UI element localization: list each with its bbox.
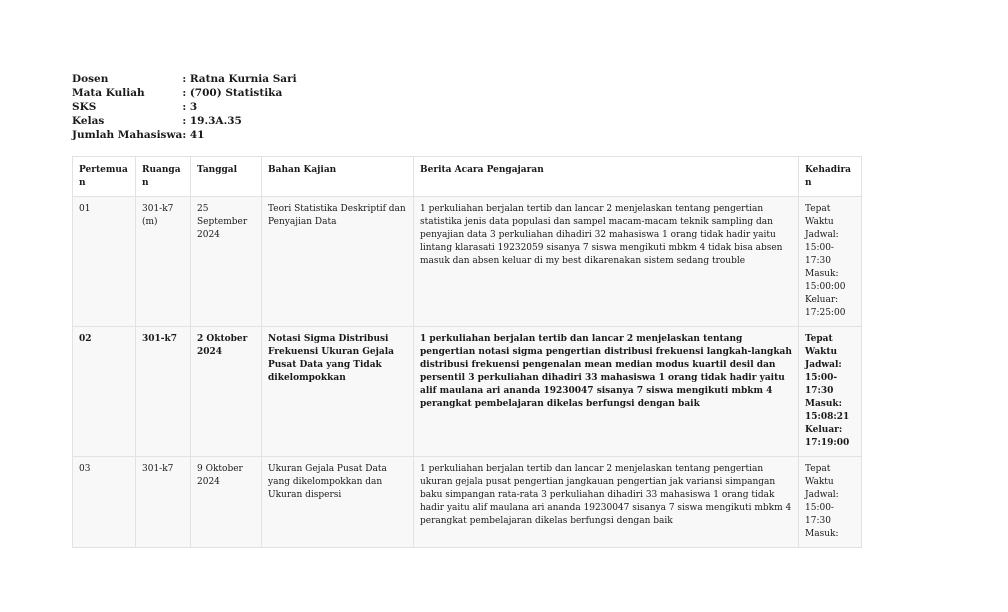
info-value: : 19.3A.35 xyxy=(182,115,242,127)
info-value: : 41 xyxy=(182,129,205,141)
cell-ruangan: 301-k7 (m) xyxy=(136,197,191,327)
info-label: Dosen xyxy=(72,73,109,85)
column-header-ruangan: Ruangan xyxy=(136,157,191,197)
cell-berita-acara: 1 perkuliahan berjalan tertib dan lancar 2 menjelaskan tentang pengertian notasi sigma pengertian distribusi frekuensi langkah-langkah distribusi frekuensi pengenalan mean median modus kuartil desil dan persentil 3 perkuliahan dihadiri 33 mahasiswa 1 orang tidak hadir yaitu alif maulana ari ananda 19230047 sisanya 7 siswa mengikuti mbkm 4 perangkat pembelajaran dikelas berfungsi dengan baik xyxy=(414,327,799,457)
info-label: Kelas xyxy=(72,115,105,127)
cell-pertemuan: 03 xyxy=(73,457,136,548)
cell-ruangan: 301-k7 xyxy=(136,457,191,548)
info-row-mata-kuliah xyxy=(72,86,297,100)
info-value: : Ratna Kurnia Sari xyxy=(182,73,297,85)
cell-bahan-kajian: Notasi Sigma Distribusi Frekuensi Ukuran Gejala Pusat Data yang Tidak dikelompokkan xyxy=(262,327,414,457)
info-row-kelas xyxy=(72,114,297,128)
cell-kehadiran: Tepat Waktu Jadwal: 15:00-17:30 Masuk: 15:00:00 Keluar: 17:25:00 xyxy=(799,197,862,327)
table-row xyxy=(73,457,862,548)
info-value: : 3 xyxy=(182,101,198,113)
info-label: Mata Kuliah xyxy=(72,87,145,99)
table-header-row xyxy=(73,157,862,197)
info-row-sks xyxy=(72,100,297,114)
column-header-pertemuan: Pertemuan xyxy=(73,157,136,197)
cell-bahan-kajian: Ukuran Gejala Pusat Data yang dikelompokkan dan Ukuran dispersi xyxy=(262,457,414,548)
info-label: Jumlah Mahasiswa xyxy=(72,129,183,141)
table-row xyxy=(73,197,862,327)
cell-pertemuan: 01 xyxy=(73,197,136,327)
sessions-table xyxy=(72,156,862,548)
course-info xyxy=(72,72,297,142)
cell-tanggal: 25 September 2024 xyxy=(191,197,262,327)
info-value: : (700) Statistika xyxy=(182,87,283,99)
table-row xyxy=(73,327,862,457)
column-header-kehadiran: Kehadiran xyxy=(799,157,862,197)
cell-kehadiran: Tepat Waktu Jadwal: 15:00-17:30 Masuk: 15:08:21 Keluar: 17:19:00 xyxy=(799,327,862,457)
column-header-bahan-kajian: Bahan Kajian xyxy=(262,157,414,197)
cell-berita-acara: 1 perkuliahan berjalan tertib dan lancar 2 menjelaskan tentang pengertian ukuran gejala pusat pengertian jangkauan pengertian jak variansi simpangan baku simpangan rata-rata 3 perkuliahan dihadiri 33 mahasiswa 1 orang tidak hadir yaitu alif maulana ari ananda 19230047 sisanya 7 siswa mengikuti mbkm 4 perangkat pembelajaran dikelas berfungsi dengan baik xyxy=(414,457,799,548)
info-row-jumlah-mahasiswa xyxy=(72,128,297,142)
column-header-berita-acara: Berita Acara Pengajaran xyxy=(414,157,799,197)
cell-ruangan: 301-k7 xyxy=(136,327,191,457)
info-label: SKS xyxy=(72,101,97,113)
info-row-dosen xyxy=(72,72,297,86)
column-header-tanggal: Tanggal xyxy=(191,157,262,197)
cell-pertemuan: 02 xyxy=(73,327,136,457)
cell-kehadiran: Tepat Waktu Jadwal: 15:00-17:30 Masuk: xyxy=(799,457,862,548)
cell-bahan-kajian: Teori Statistika Deskriptif dan Penyajian Data xyxy=(262,197,414,327)
cell-tanggal: 2 Oktober 2024 xyxy=(191,327,262,457)
cell-tanggal: 9 Oktober 2024 xyxy=(191,457,262,548)
cell-berita-acara: 1 perkuliahan berjalan tertib dan lancar 2 menjelaskan tentang pengertian statistika jenis data populasi dan sampel macam-macam teknik sampling dan penyajian data 3 perkuliahan dihadiri 32 mahasiswa 1 orang tidak hadir yaitu lintang klarasati 19232059 sisanya 7 siswa mengikuti mbkm 4 tidak bisa absen masuk dan absen keluar di my best dikarenakan sistem sedang trouble xyxy=(414,197,799,327)
